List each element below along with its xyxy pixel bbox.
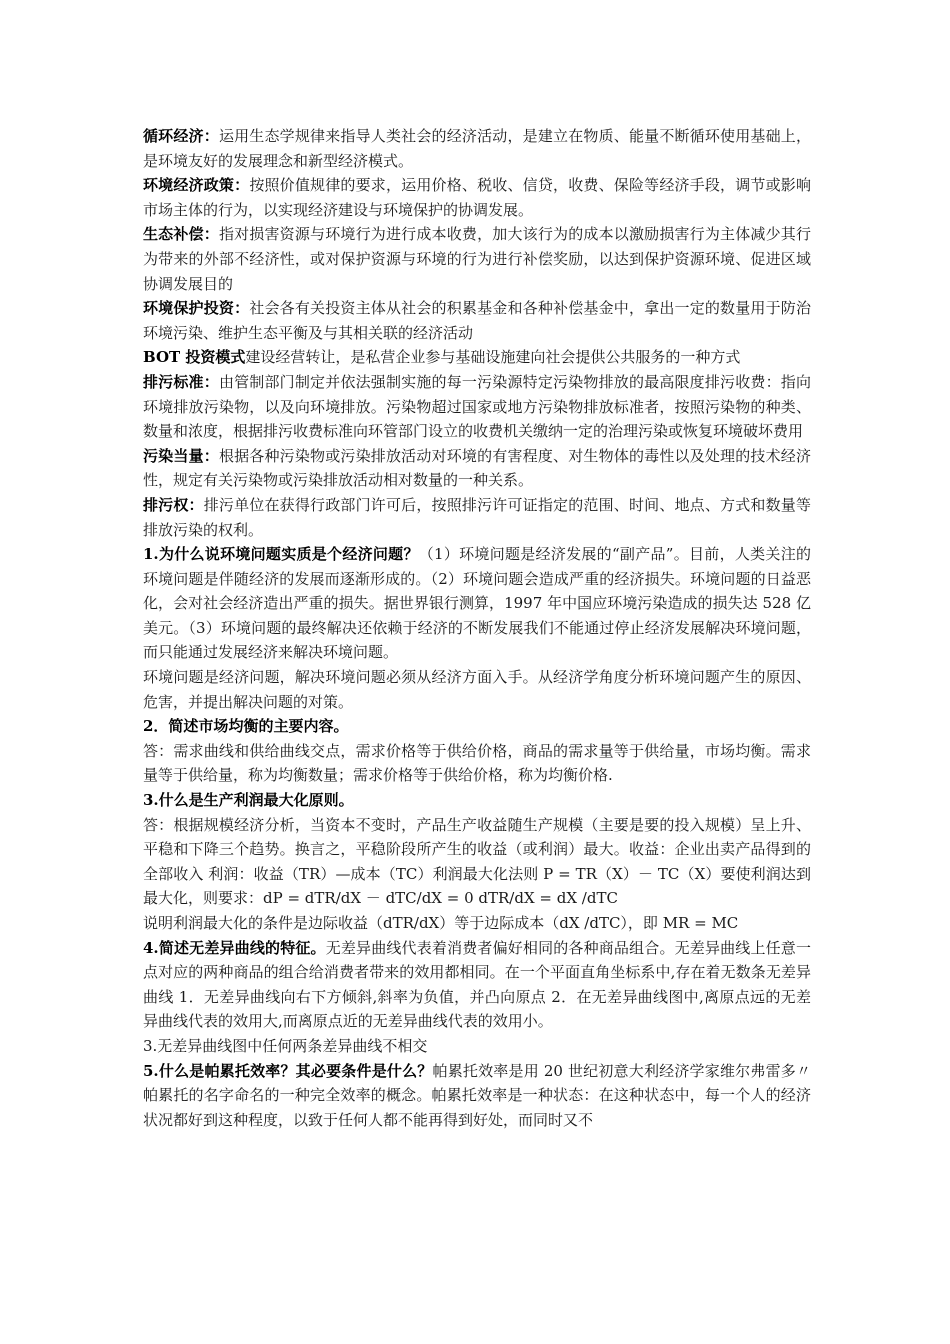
definition-text: 排污单位在获得行政部门许可后，按照排污许可证指定的范围、时间、地点、方式和数量等排放污染的权利。 [143,495,811,539]
question-5 [143,1059,811,1133]
question-3 [143,788,811,813]
definition-text: 指对损害资源与环境行为进行成本收费，加大该行为的成本以激励损害行为主体减少其行为带来的外部不经济性，或对保护资源与环境的行为进行补偿奖励，以达到保护资源环境、促进区域协调发展目的 [143,225,811,293]
question-3-conclusion [143,911,811,936]
question-1-summary [143,665,811,714]
paragraph-environmental-economic-policy [143,173,811,222]
term-label: 排污标准： [143,372,219,391]
term-label: 生态补偿： [143,225,219,244]
term-label: 污染当量： [143,446,219,465]
definition-text: 由管制部门制定并依法强制实施的每一污染源特定污染物排放的最高限度排污收费：指向环境排放污染物，以及向环境排放。污染物超过国家或地方污染物排放标准者，按照污染物的种类、数量和浓度，根据排污收费标准向环管部门设立的收费机关缴纳一定的治理污染或恢复环境破坏费用 [143,372,811,441]
question-4 [143,936,811,1034]
question-heading: 1.为什么说环境问题实质是个经济问题？ [143,545,419,564]
paragraph-bot-model [143,345,811,370]
paragraph-emission-standard [143,370,811,444]
definition-text: 运用生态学规律来指导人类社会的经济活动，是建立在物质、能量不断循环使用基础上，是环境友好的发展理念和新型经济模式。 [143,127,811,170]
definition-text: 根据各种污染物或污染排放活动对环境的有害程度、对生物体的毒性以及处理的技术经济性，规定有关污染物或污染排放活动相对数量的一种关系。 [143,446,811,490]
answer-text: 答：根据规模经济分析，当资本不变时，产品生产收益随生产规模（主要是要的投入规模）呈上升、平稳和下降三个趋势。换言之，平稳阶段所产生的收益（或利润）最大。收益：企业出卖产品得到的全部收入 利润：收益（TR）—成本（TC）利润最大化法则 P = TR（X）－ TC（X）要使利润达到最大化，则要求：dP = dTR/dX － dTC/dX = 0 dTR/dX = dX /dTC [143,815,811,908]
question-3-answer [143,813,811,911]
answer-text: 3.无差异曲线图中任何两条差异曲线不相交 [143,1036,428,1055]
paragraph-emission-rights [143,493,811,542]
answer-text: 答：需求曲线和供给曲线交点，需求价格等于供给价格，商品的需求量等于供给量，市场均衡。需求量等于供给量，称为均衡数量；需求价格等于供给价格，称为均衡价格. [143,741,811,785]
paragraph-ecological-compensation [143,222,811,296]
answer-text: 帕累托效率是用 20 世纪初意大利经济学家维尔弗雷多〃帕累托的名字命名的一种完全效率的概念。帕累托效率是一种状态：在这种状态中，每一个人的经济状况都好到这种程度，以致于任何人都不能再得到好处，而同时又不 [143,1061,811,1129]
question-1 [143,542,811,665]
answer-text: （1）环境问题是经济发展的“副产品”。目前，人类关注的环境问题是伴随经济的发展而逐渐形成的。（2）环境问题会造成严重的经济损失。环境问题的日益恶化，会对社会经济造出严重的损失。据世界银行测算，1997 年中国应环境污染造成的损失达 528 亿美元。（3）环境问题的最终解决还依赖于经济的不断发展我们不能通过停止经济发展解决环境问题，而只能通过发展经济来解决环境问题。 [143,545,811,662]
definition-text: 按照价值规律的要求，运用价格、税收、信贷，收费、保险等经济手段，调节或影响市场主体的行为，以实现经济建设与环境保护的协调发展。 [143,176,811,219]
question-2-answer [143,739,811,788]
question-heading: 3.什么是生产利润最大化原则。 [143,791,354,810]
answer-text: 说明利润最大化的条件是边际收益（dTR/dX）等于边际成本（dX /dTC），即 MR = MC [143,914,739,932]
paragraph-environmental-investment [143,296,811,345]
term-label: BOT 投资模式 [143,348,246,367]
answer-text: 环境问题是经济问题，解决环境问题必须从经济方面入手。从经济学角度分析环境问题产生的原因、危害，并提出解决问题的对策。 [143,668,811,711]
term-label: 排污权： [143,495,204,514]
document-page [143,124,811,1132]
term-label: 环境保护投资： [143,299,250,318]
question-heading: 2．简述市场均衡的主要内容。 [143,717,349,736]
paragraph-pollution-equivalent [143,444,811,493]
question-heading: 5.什么是帕累托效率？其必要条件是什么？ [143,1061,433,1080]
term-label: 循环经济： [143,127,219,145]
question-4-point-3 [143,1034,811,1059]
term-label: 环境经济政策： [143,176,250,195]
question-2 [143,714,811,739]
answer-text: 无差异曲线代表着消费者偏好相同的各种商品组合。无差异曲线上任意一点对应的两种商品的组合给消费者带来的效用都相同。在一个平面直角坐标系中,存在着无数条无差异曲线 1．无差异曲线向右下方倾斜,斜率为负值，并凸向原点 2．在无差异曲线图中,离原点远的无差异曲线代表的效用大,而离原点近的无差异曲线代表的效用小。 [143,938,811,1031]
definition-text: 建设经营转让，是私营企业参与基础设施建向社会提供公共服务的一种方式 [245,348,741,367]
question-heading: 4.简述无差异曲线的特征。 [143,938,326,957]
definition-text: 社会各有关投资主体从社会的积累基金和各种补偿基金中，拿出一定的数量用于防治环境污染、维护生态平衡及与其相关联的经济活动 [143,299,811,342]
paragraph-circular-economy [143,124,811,173]
